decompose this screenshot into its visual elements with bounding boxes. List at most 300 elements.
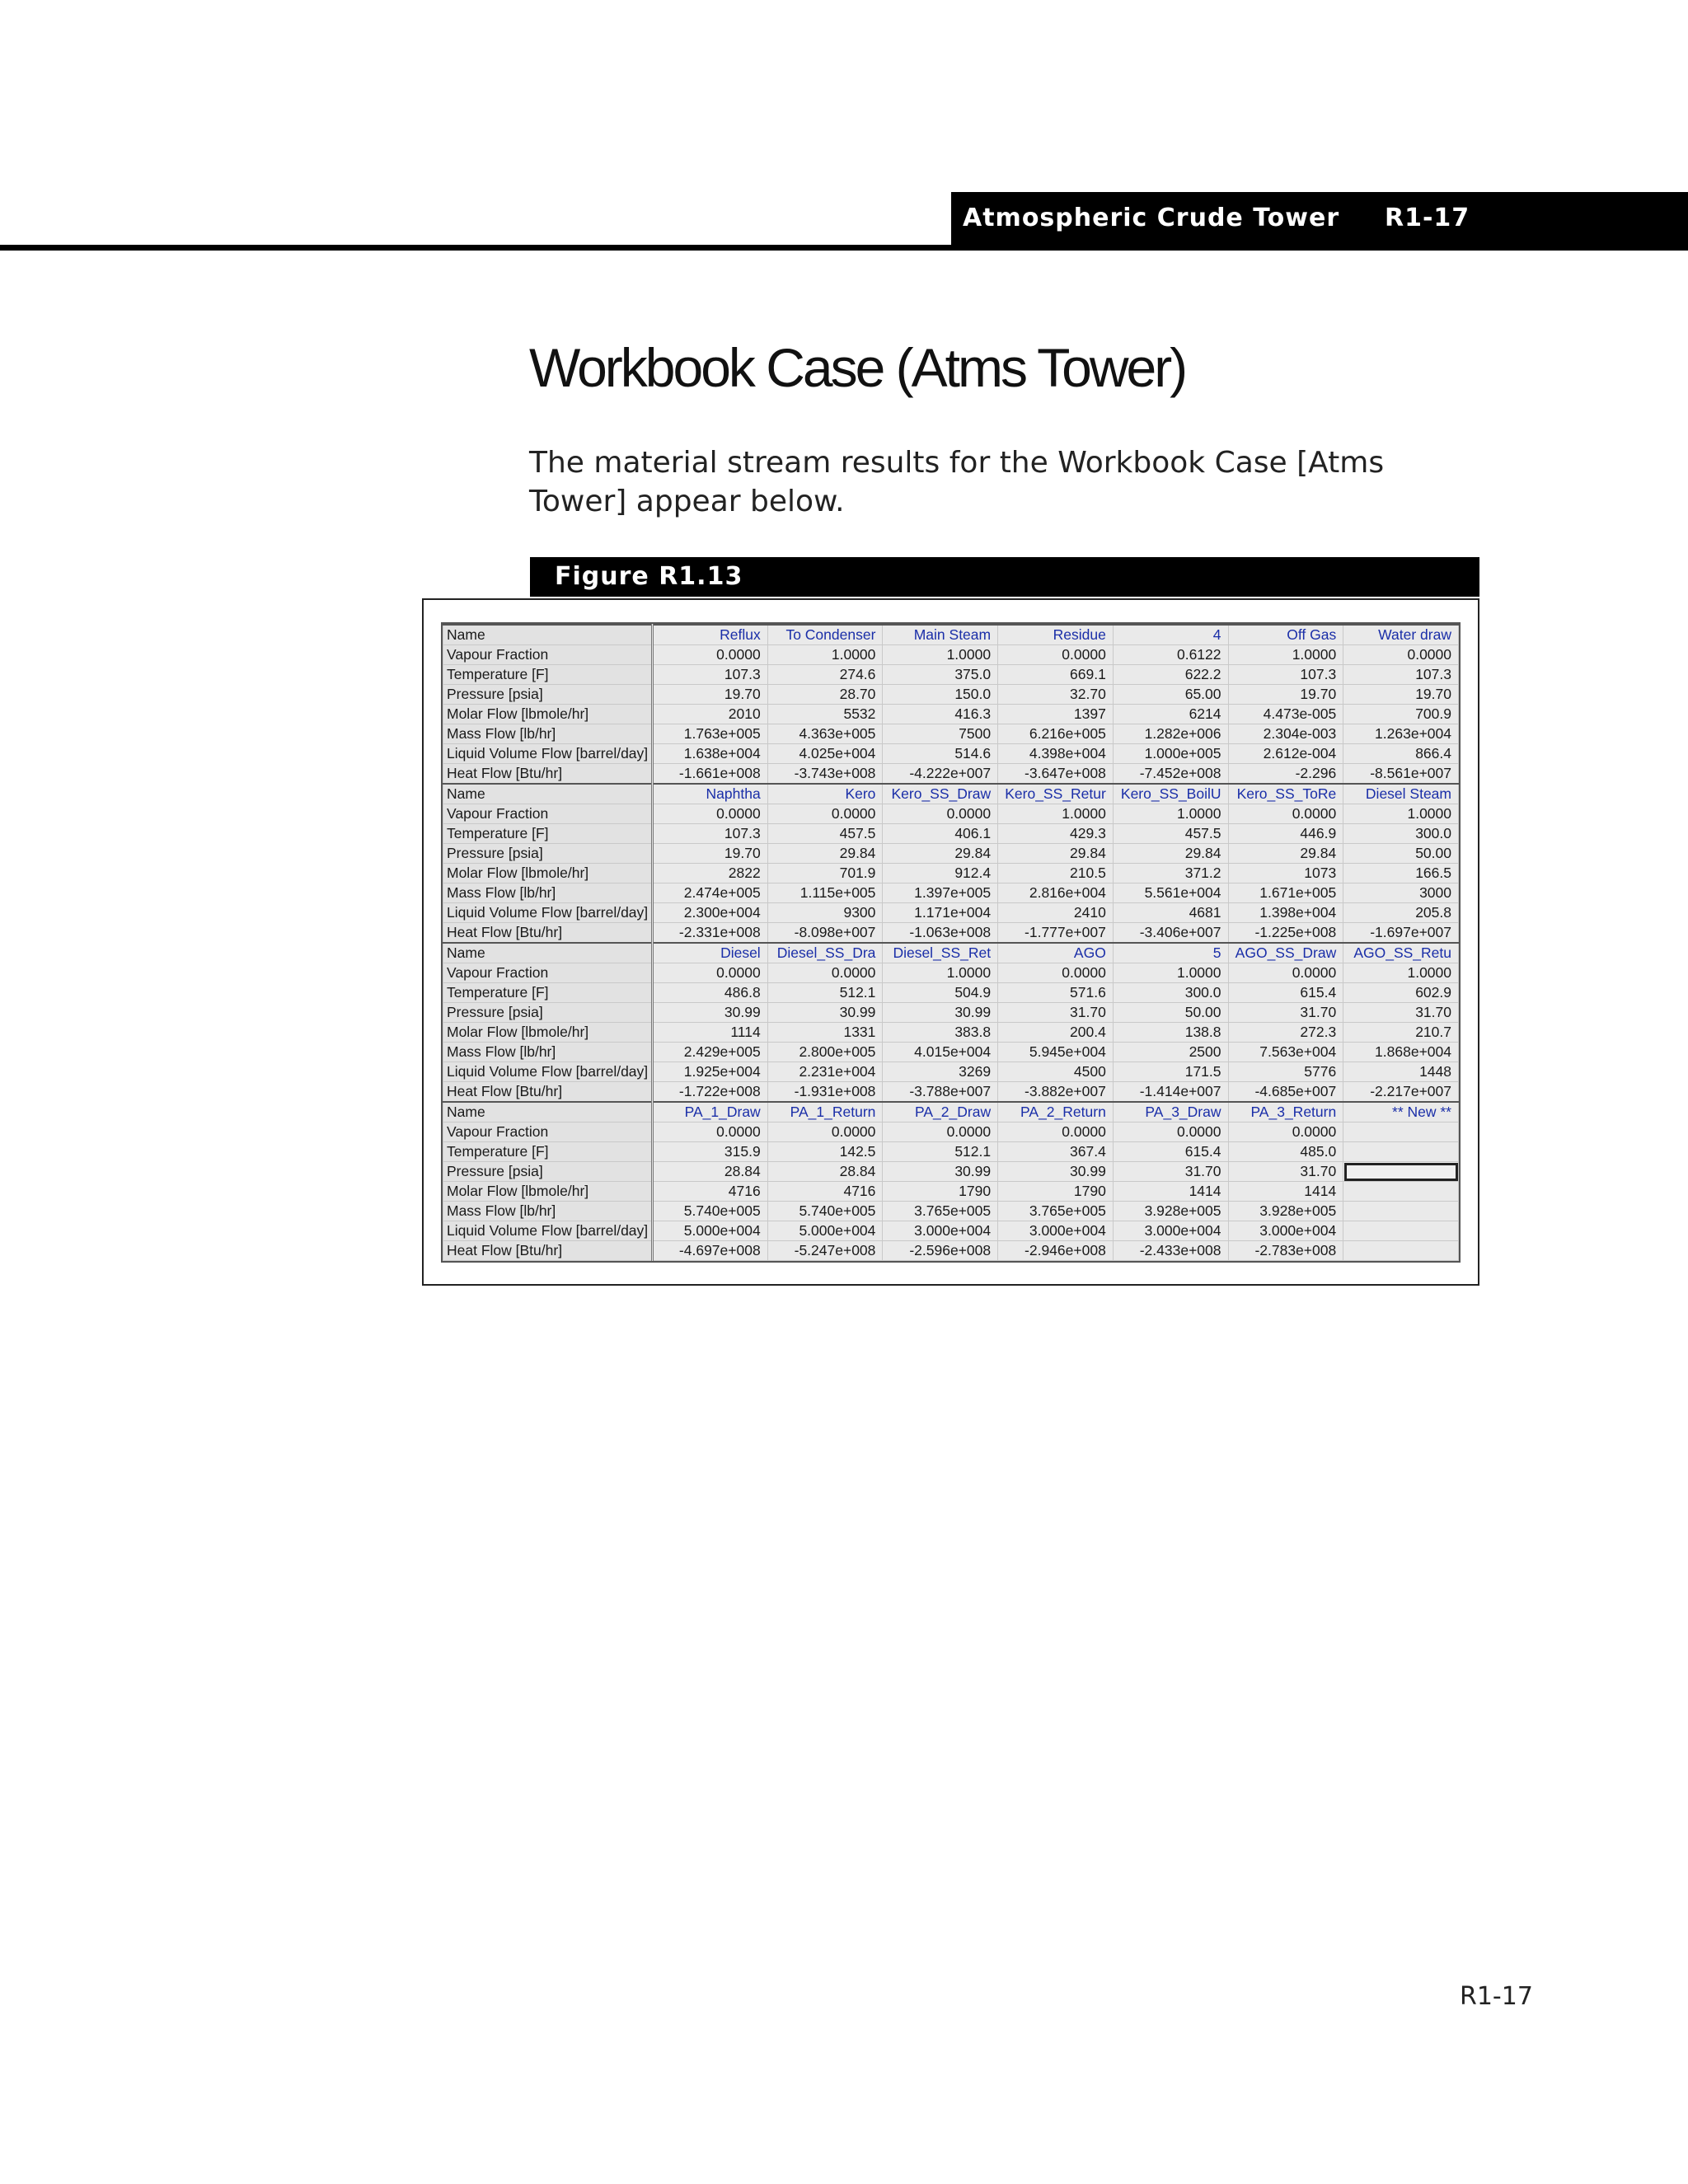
stream-name-cell[interactable]: PA_2_Draw bbox=[883, 1102, 998, 1122]
row-label: Temperature [F] bbox=[443, 983, 653, 1003]
row-label: Name bbox=[443, 784, 653, 804]
value-cell[interactable]: 4500 bbox=[998, 1062, 1114, 1082]
value-cell[interactable]: 701.9 bbox=[767, 864, 883, 883]
value-cell[interactable]: 4716 bbox=[653, 1182, 768, 1202]
value-cell[interactable]: 19.70 bbox=[653, 685, 768, 705]
value-cell[interactable]: 1.0000 bbox=[767, 645, 883, 665]
value-cell[interactable] bbox=[1343, 1162, 1459, 1182]
footer-page-number: R1-17 bbox=[1460, 1982, 1533, 2011]
row-label: Temperature [F] bbox=[443, 665, 653, 685]
row-label: Heat Flow [Btu/hr] bbox=[443, 764, 653, 785]
value-cell[interactable]: -1.697e+007 bbox=[1343, 923, 1459, 944]
value-cell[interactable]: -3.647e+008 bbox=[998, 764, 1114, 785]
table-row bbox=[443, 764, 1459, 785]
value-cell[interactable]: 138.8 bbox=[1113, 1023, 1228, 1043]
value-cell[interactable]: 457.5 bbox=[767, 824, 883, 844]
value-cell[interactable]: 0.0000 bbox=[883, 1122, 998, 1142]
value-cell[interactable]: 1331 bbox=[767, 1023, 883, 1043]
row-label: Molar Flow [lbmole/hr] bbox=[443, 1182, 653, 1202]
row-label: Pressure [psia] bbox=[443, 1003, 653, 1023]
value-cell[interactable]: -3.882e+007 bbox=[998, 1082, 1114, 1103]
value-cell[interactable]: 30.99 bbox=[767, 1003, 883, 1023]
row-label: Heat Flow [Btu/hr] bbox=[443, 1082, 653, 1103]
value-cell[interactable]: 512.1 bbox=[767, 983, 883, 1003]
row-label: Liquid Volume Flow [barrel/day] bbox=[443, 1221, 653, 1241]
value-cell[interactable]: 29.84 bbox=[998, 844, 1114, 864]
value-cell[interactable]: 0.0000 bbox=[1113, 1122, 1228, 1142]
table-row bbox=[443, 685, 1459, 705]
table-row bbox=[443, 784, 1459, 804]
table-row bbox=[443, 1102, 1459, 1122]
table-row bbox=[443, 645, 1459, 665]
value-cell[interactable]: 28.84 bbox=[653, 1162, 768, 1182]
row-label: Liquid Volume Flow [barrel/day] bbox=[443, 903, 653, 923]
stream-name-cell[interactable]: Diesel_SS_Dra bbox=[767, 943, 883, 963]
table-row bbox=[443, 943, 1459, 963]
value-cell[interactable]: 1114 bbox=[653, 1023, 768, 1043]
value-cell[interactable]: 5.945e+004 bbox=[998, 1043, 1114, 1062]
value-cell[interactable]: 30.99 bbox=[653, 1003, 768, 1023]
value-cell[interactable] bbox=[1343, 1202, 1459, 1221]
value-cell[interactable]: 200.4 bbox=[998, 1023, 1114, 1043]
value-cell[interactable]: 50.00 bbox=[1113, 1003, 1228, 1023]
value-cell[interactable]: 0.0000 bbox=[998, 645, 1114, 665]
value-cell[interactable] bbox=[1343, 1142, 1459, 1162]
table-row bbox=[443, 1122, 1459, 1142]
value-cell[interactable]: -2.433e+008 bbox=[1113, 1241, 1228, 1261]
row-label: Pressure [psia] bbox=[443, 685, 653, 705]
stream-name-cell[interactable]: Water draw bbox=[1343, 625, 1459, 645]
table-row bbox=[443, 883, 1459, 903]
stream-name-cell[interactable]: PA_1_Return bbox=[767, 1102, 883, 1122]
value-cell[interactable]: 2822 bbox=[653, 864, 768, 883]
value-cell[interactable]: 32.70 bbox=[998, 685, 1114, 705]
value-cell[interactable]: 0.0000 bbox=[767, 804, 883, 824]
value-cell[interactable]: 3269 bbox=[883, 1062, 998, 1082]
row-label: Mass Flow [lb/hr] bbox=[443, 1043, 653, 1062]
value-cell[interactable]: 50.00 bbox=[1343, 844, 1459, 864]
value-cell[interactable]: 1.398e+004 bbox=[1228, 903, 1343, 923]
value-cell[interactable]: 406.1 bbox=[883, 824, 998, 844]
value-cell[interactable]: 1.115e+005 bbox=[767, 883, 883, 903]
value-cell[interactable]: 3.928e+005 bbox=[1113, 1202, 1228, 1221]
table-row bbox=[443, 705, 1459, 724]
table-row bbox=[443, 1221, 1459, 1241]
value-cell[interactable]: 1.0000 bbox=[1343, 963, 1459, 983]
value-cell[interactable]: 2.816e+004 bbox=[998, 883, 1114, 903]
figure-label-text: Figure R1.13 bbox=[555, 562, 743, 591]
table-row bbox=[443, 1062, 1459, 1082]
value-cell[interactable]: 210.7 bbox=[1343, 1023, 1459, 1043]
value-cell[interactable]: 1.763e+005 bbox=[653, 724, 768, 744]
value-cell[interactable]: 446.9 bbox=[1228, 824, 1343, 844]
row-label: Pressure [psia] bbox=[443, 1162, 653, 1182]
value-cell[interactable]: 0.0000 bbox=[653, 963, 768, 983]
table-row bbox=[443, 844, 1459, 864]
value-cell[interactable]: 0.0000 bbox=[653, 1122, 768, 1142]
value-cell[interactable]: 2.304e-003 bbox=[1228, 724, 1343, 744]
value-cell[interactable]: 31.70 bbox=[1113, 1162, 1228, 1182]
table-row bbox=[443, 1043, 1459, 1062]
value-cell[interactable]: 2.429e+005 bbox=[653, 1043, 768, 1062]
figure-label bbox=[530, 557, 1479, 597]
value-cell[interactable]: -4.697e+008 bbox=[653, 1241, 768, 1261]
value-cell[interactable]: -1.414e+007 bbox=[1113, 1082, 1228, 1103]
value-cell[interactable]: 2500 bbox=[1113, 1043, 1228, 1062]
table-row bbox=[443, 1241, 1459, 1261]
value-cell[interactable]: 0.0000 bbox=[653, 804, 768, 824]
value-cell[interactable]: 150.0 bbox=[883, 685, 998, 705]
value-cell[interactable]: 4.025e+004 bbox=[767, 744, 883, 764]
value-cell[interactable]: 31.70 bbox=[998, 1003, 1114, 1023]
value-cell[interactable]: 107.3 bbox=[653, 824, 768, 844]
value-cell[interactable]: 6214 bbox=[1113, 705, 1228, 724]
value-cell[interactable]: 3.000e+004 bbox=[883, 1221, 998, 1241]
value-cell[interactable]: 29.84 bbox=[883, 844, 998, 864]
stream-name-cell[interactable]: Off Gas bbox=[1228, 625, 1343, 645]
value-cell[interactable]: 3000 bbox=[1343, 883, 1459, 903]
stream-name-cell[interactable]: Diesel Steam bbox=[1343, 784, 1459, 804]
value-cell[interactable]: 4.015e+004 bbox=[883, 1043, 998, 1062]
value-cell[interactable]: 166.5 bbox=[1343, 864, 1459, 883]
value-cell[interactable]: 29.84 bbox=[1113, 844, 1228, 864]
value-cell[interactable]: 375.0 bbox=[883, 665, 998, 685]
value-cell[interactable]: 1.0000 bbox=[1343, 804, 1459, 824]
value-cell[interactable]: 107.3 bbox=[653, 665, 768, 685]
value-cell[interactable]: 383.8 bbox=[883, 1023, 998, 1043]
value-cell[interactable]: 602.9 bbox=[1343, 983, 1459, 1003]
value-cell[interactable]: 272.3 bbox=[1228, 1023, 1343, 1043]
value-cell[interactable] bbox=[1343, 1241, 1459, 1261]
value-cell[interactable]: 1790 bbox=[883, 1182, 998, 1202]
value-cell[interactable]: 1.263e+004 bbox=[1343, 724, 1459, 744]
value-cell[interactable]: 31.70 bbox=[1228, 1162, 1343, 1182]
value-cell[interactable]: 2.300e+004 bbox=[653, 903, 768, 923]
stream-name-cell[interactable]: PA_3_Return bbox=[1228, 1102, 1343, 1122]
value-cell[interactable]: 28.84 bbox=[767, 1162, 883, 1182]
value-cell[interactable]: -5.247e+008 bbox=[767, 1241, 883, 1261]
value-cell[interactable]: 0.0000 bbox=[998, 1122, 1114, 1142]
value-cell[interactable]: 30.99 bbox=[998, 1162, 1114, 1182]
value-cell[interactable]: 1.000e+005 bbox=[1113, 744, 1228, 764]
value-cell[interactable]: 514.6 bbox=[883, 744, 998, 764]
value-cell[interactable]: 1397 bbox=[998, 705, 1114, 724]
value-cell[interactable]: 30.99 bbox=[883, 1003, 998, 1023]
value-cell[interactable]: 0.0000 bbox=[998, 963, 1114, 983]
value-cell[interactable]: 3.000e+004 bbox=[1113, 1221, 1228, 1241]
row-label: Name bbox=[443, 625, 653, 645]
value-cell[interactable]: 1414 bbox=[1228, 1182, 1343, 1202]
row-label: Vapour Fraction bbox=[443, 645, 653, 665]
row-label: Heat Flow [Btu/hr] bbox=[443, 1241, 653, 1261]
value-cell[interactable]: -3.743e+008 bbox=[767, 764, 883, 785]
stream-name-cell[interactable]: To Condenser bbox=[767, 625, 883, 645]
value-cell[interactable]: 0.0000 bbox=[1228, 1122, 1343, 1142]
value-cell[interactable]: 669.1 bbox=[998, 665, 1114, 685]
value-cell[interactable]: 19.70 bbox=[1343, 685, 1459, 705]
value-cell[interactable]: 367.4 bbox=[998, 1142, 1114, 1162]
value-cell[interactable]: 0.0000 bbox=[767, 1122, 883, 1142]
value-cell[interactable]: -2.596e+008 bbox=[883, 1241, 998, 1261]
figure-frame bbox=[422, 598, 1479, 1286]
value-cell[interactable]: -8.098e+007 bbox=[767, 923, 883, 944]
row-label: Liquid Volume Flow [barrel/day] bbox=[443, 744, 653, 764]
value-cell[interactable]: 615.4 bbox=[1228, 983, 1343, 1003]
stream-name-cell[interactable]: AGO_SS_Draw bbox=[1228, 943, 1343, 963]
row-label: Mass Flow [lb/hr] bbox=[443, 724, 653, 744]
stream-name-cell[interactable]: Diesel_SS_Ret bbox=[883, 943, 998, 963]
value-cell[interactable]: 512.1 bbox=[883, 1142, 998, 1162]
value-cell[interactable]: 29.84 bbox=[767, 844, 883, 864]
value-cell[interactable]: -1.063e+008 bbox=[883, 923, 998, 944]
stream-name-cell[interactable]: PA_2_Return bbox=[998, 1102, 1114, 1122]
row-label: Liquid Volume Flow [barrel/day] bbox=[443, 1062, 653, 1082]
running-header bbox=[951, 192, 1688, 246]
table-row bbox=[443, 963, 1459, 983]
table-row bbox=[443, 724, 1459, 744]
value-cell[interactable]: 1.925e+004 bbox=[653, 1062, 768, 1082]
stream-name-cell[interactable]: Kero bbox=[767, 784, 883, 804]
value-cell[interactable]: 274.6 bbox=[767, 665, 883, 685]
value-cell[interactable]: 31.70 bbox=[1228, 1003, 1343, 1023]
value-cell[interactable]: 5.000e+004 bbox=[653, 1221, 768, 1241]
stream-name-cell[interactable]: AGO bbox=[998, 943, 1114, 963]
value-cell[interactable] bbox=[1343, 1221, 1459, 1241]
stream-name-cell[interactable]: ** New ** bbox=[1343, 1102, 1459, 1122]
row-label: Heat Flow [Btu/hr] bbox=[443, 923, 653, 944]
stream-name-cell[interactable]: Main Steam bbox=[883, 625, 998, 645]
value-cell[interactable]: -3.788e+007 bbox=[883, 1082, 998, 1103]
value-cell[interactable]: 912.4 bbox=[883, 864, 998, 883]
value-cell[interactable]: 7500 bbox=[883, 724, 998, 744]
value-cell[interactable]: 866.4 bbox=[1343, 744, 1459, 764]
table-row bbox=[443, 864, 1459, 883]
value-cell[interactable]: 171.5 bbox=[1113, 1062, 1228, 1082]
value-cell[interactable]: 2.612e-004 bbox=[1228, 744, 1343, 764]
table-row bbox=[443, 824, 1459, 844]
row-label: Mass Flow [lb/hr] bbox=[443, 1202, 653, 1221]
value-cell[interactable]: -2.783e+008 bbox=[1228, 1241, 1343, 1261]
value-cell[interactable]: 4716 bbox=[767, 1182, 883, 1202]
value-cell[interactable]: 1.638e+004 bbox=[653, 744, 768, 764]
table-row bbox=[443, 1023, 1459, 1043]
value-cell[interactable]: 0.0000 bbox=[767, 963, 883, 983]
value-cell[interactable]: 416.3 bbox=[883, 705, 998, 724]
value-cell[interactable] bbox=[1343, 1182, 1459, 1202]
value-cell[interactable]: 700.9 bbox=[1343, 705, 1459, 724]
value-cell[interactable]: 300.0 bbox=[1113, 983, 1228, 1003]
value-cell[interactable]: 5.561e+004 bbox=[1113, 883, 1228, 903]
value-cell[interactable]: 486.8 bbox=[653, 983, 768, 1003]
row-label: Molar Flow [lbmole/hr] bbox=[443, 705, 653, 724]
stream-results-grid bbox=[441, 622, 1461, 1263]
table-row bbox=[443, 665, 1459, 685]
value-cell[interactable]: 2.231e+004 bbox=[767, 1062, 883, 1082]
value-cell[interactable]: 142.5 bbox=[767, 1142, 883, 1162]
header-page-ref: R1-17 bbox=[1385, 204, 1470, 232]
row-label: Vapour Fraction bbox=[443, 804, 653, 824]
table-row bbox=[443, 1182, 1459, 1202]
workbook-table bbox=[443, 624, 1459, 1261]
stream-name-cell[interactable]: Kero_SS_ToRe bbox=[1228, 784, 1343, 804]
row-label: Name bbox=[443, 943, 653, 963]
value-cell[interactable]: 5.740e+005 bbox=[767, 1202, 883, 1221]
value-cell[interactable]: 1.282e+006 bbox=[1113, 724, 1228, 744]
value-cell[interactable]: 1.868e+004 bbox=[1343, 1043, 1459, 1062]
stream-name-cell[interactable]: PA_1_Draw bbox=[653, 1102, 768, 1122]
value-cell[interactable]: 622.2 bbox=[1113, 665, 1228, 685]
stream-name-cell[interactable]: Diesel bbox=[653, 943, 768, 963]
value-cell[interactable]: 485.0 bbox=[1228, 1142, 1343, 1162]
value-cell[interactable]: 0.0000 bbox=[653, 645, 768, 665]
table-row bbox=[443, 903, 1459, 923]
table-row bbox=[443, 1202, 1459, 1221]
value-cell[interactable]: 3.928e+005 bbox=[1228, 1202, 1343, 1221]
row-label: Temperature [F] bbox=[443, 824, 653, 844]
stream-name-cell[interactable]: Naphtha bbox=[653, 784, 768, 804]
stream-name-cell[interactable]: Reflux bbox=[653, 625, 768, 645]
value-cell[interactable]: -1.777e+007 bbox=[998, 923, 1114, 944]
value-cell[interactable]: 1.0000 bbox=[1228, 645, 1343, 665]
value-cell[interactable]: 4681 bbox=[1113, 903, 1228, 923]
value-cell[interactable]: 1.397e+005 bbox=[883, 883, 998, 903]
value-cell[interactable]: 3.000e+004 bbox=[998, 1221, 1114, 1241]
value-cell[interactable]: -2.946e+008 bbox=[998, 1241, 1114, 1261]
value-cell[interactable]: 29.84 bbox=[1228, 844, 1343, 864]
value-cell[interactable]: 0.0000 bbox=[883, 804, 998, 824]
value-cell[interactable]: 19.70 bbox=[653, 844, 768, 864]
value-cell[interactable]: 28.70 bbox=[767, 685, 883, 705]
row-label: Molar Flow [lbmole/hr] bbox=[443, 864, 653, 883]
value-cell[interactable]: 1073 bbox=[1228, 864, 1343, 883]
row-label: Vapour Fraction bbox=[443, 963, 653, 983]
value-cell[interactable]: -1.722e+008 bbox=[653, 1082, 768, 1103]
value-cell[interactable]: 65.00 bbox=[1113, 685, 1228, 705]
value-cell[interactable]: 19.70 bbox=[1228, 685, 1343, 705]
value-cell[interactable]: -2.217e+007 bbox=[1343, 1082, 1459, 1103]
value-cell[interactable]: 107.3 bbox=[1228, 665, 1343, 685]
value-cell[interactable]: 5.740e+005 bbox=[653, 1202, 768, 1221]
row-label: Mass Flow [lb/hr] bbox=[443, 883, 653, 903]
value-cell[interactable]: 0.0000 bbox=[1228, 804, 1343, 824]
header-title: Atmospheric Crude Tower bbox=[963, 204, 1340, 232]
value-cell[interactable]: 0.0000 bbox=[1228, 963, 1343, 983]
value-cell[interactable]: 2.474e+005 bbox=[653, 883, 768, 903]
stream-name-cell[interactable]: 5 bbox=[1113, 943, 1228, 963]
value-cell[interactable]: -1.225e+008 bbox=[1228, 923, 1343, 944]
value-cell[interactable]: 107.3 bbox=[1343, 665, 1459, 685]
value-cell[interactable]: 1.0000 bbox=[998, 804, 1114, 824]
table-row bbox=[443, 625, 1459, 645]
stream-name-cell[interactable]: PA_3_Draw bbox=[1113, 1102, 1228, 1122]
table-row bbox=[443, 1082, 1459, 1103]
value-cell[interactable]: 1.171e+004 bbox=[883, 903, 998, 923]
stream-name-cell[interactable]: Kero_SS_BoilU bbox=[1113, 784, 1228, 804]
value-cell[interactable] bbox=[1343, 1122, 1459, 1142]
value-cell[interactable]: 5532 bbox=[767, 705, 883, 724]
value-cell[interactable]: 2.800e+005 bbox=[767, 1043, 883, 1062]
value-cell[interactable]: 1.0000 bbox=[1113, 804, 1228, 824]
value-cell[interactable]: 2410 bbox=[998, 903, 1114, 923]
value-cell[interactable]: -1.661e+008 bbox=[653, 764, 768, 785]
value-cell[interactable]: 371.2 bbox=[1113, 864, 1228, 883]
value-cell[interactable]: 3.765e+005 bbox=[883, 1202, 998, 1221]
value-cell[interactable]: 457.5 bbox=[1113, 824, 1228, 844]
value-cell[interactable]: 210.5 bbox=[998, 864, 1114, 883]
row-label: Name bbox=[443, 1102, 653, 1122]
value-cell[interactable]: 9300 bbox=[767, 903, 883, 923]
value-cell[interactable]: 429.3 bbox=[998, 824, 1114, 844]
value-cell[interactable]: -8.561e+007 bbox=[1343, 764, 1459, 785]
table-row bbox=[443, 923, 1459, 944]
value-cell[interactable]: 0.6122 bbox=[1113, 645, 1228, 665]
table-row bbox=[443, 1003, 1459, 1023]
value-cell[interactable]: 5776 bbox=[1228, 1062, 1343, 1082]
value-cell[interactable]: -4.685e+007 bbox=[1228, 1082, 1343, 1103]
value-cell[interactable]: 31.70 bbox=[1343, 1003, 1459, 1023]
intro-paragraph: The material stream results for the Workbook Case [Atms Tower] appear below. bbox=[529, 446, 1385, 518]
value-cell[interactable]: 571.6 bbox=[998, 983, 1114, 1003]
value-cell[interactable]: 1.0000 bbox=[1113, 963, 1228, 983]
value-cell[interactable]: -7.452e+008 bbox=[1113, 764, 1228, 785]
table-row bbox=[443, 804, 1459, 824]
value-cell[interactable]: 3.000e+004 bbox=[1228, 1221, 1343, 1241]
value-cell[interactable]: 30.99 bbox=[883, 1162, 998, 1182]
header-rule bbox=[0, 245, 1688, 251]
value-cell[interactable]: 1.671e+005 bbox=[1228, 883, 1343, 903]
value-cell[interactable]: 615.4 bbox=[1113, 1142, 1228, 1162]
value-cell[interactable]: -2.296 bbox=[1228, 764, 1343, 785]
value-cell[interactable]: 315.9 bbox=[653, 1142, 768, 1162]
row-label: Vapour Fraction bbox=[443, 1122, 653, 1142]
value-cell[interactable]: -1.931e+008 bbox=[767, 1082, 883, 1103]
value-cell[interactable]: 1414 bbox=[1113, 1182, 1228, 1202]
row-label: Pressure [psia] bbox=[443, 844, 653, 864]
value-cell[interactable]: 1448 bbox=[1343, 1062, 1459, 1082]
value-cell[interactable]: 205.8 bbox=[1343, 903, 1459, 923]
value-cell[interactable]: 300.0 bbox=[1343, 824, 1459, 844]
value-cell[interactable]: 1.0000 bbox=[883, 963, 998, 983]
row-label: Molar Flow [lbmole/hr] bbox=[443, 1023, 653, 1043]
table-row bbox=[443, 1142, 1459, 1162]
value-cell[interactable]: 4.398e+004 bbox=[998, 744, 1114, 764]
stream-name-cell[interactable]: Kero_SS_Retur bbox=[998, 784, 1114, 804]
value-cell[interactable]: 7.563e+004 bbox=[1228, 1043, 1343, 1062]
table-row bbox=[443, 983, 1459, 1003]
stream-name-cell[interactable]: Residue bbox=[998, 625, 1114, 645]
value-cell[interactable]: 0.0000 bbox=[1343, 645, 1459, 665]
value-cell[interactable]: 3.765e+005 bbox=[998, 1202, 1114, 1221]
table-row bbox=[443, 1162, 1459, 1182]
stream-name-cell[interactable]: 4 bbox=[1113, 625, 1228, 645]
value-cell[interactable]: 1790 bbox=[998, 1182, 1114, 1202]
page-title: Workbook Case (Atms Tower) bbox=[529, 337, 1186, 398]
table-row bbox=[443, 744, 1459, 764]
value-cell[interactable]: 1.0000 bbox=[883, 645, 998, 665]
value-cell[interactable]: 2010 bbox=[653, 705, 768, 724]
value-cell[interactable]: 4.363e+005 bbox=[767, 724, 883, 744]
row-label: Temperature [F] bbox=[443, 1142, 653, 1162]
stream-name-cell[interactable]: Kero_SS_Draw bbox=[883, 784, 998, 804]
value-cell[interactable]: 504.9 bbox=[883, 983, 998, 1003]
value-cell[interactable]: 6.216e+005 bbox=[998, 724, 1114, 744]
value-cell[interactable]: -2.331e+008 bbox=[653, 923, 768, 944]
value-cell[interactable]: -4.222e+007 bbox=[883, 764, 998, 785]
value-cell[interactable]: 5.000e+004 bbox=[767, 1221, 883, 1241]
stream-name-cell[interactable]: AGO_SS_Retu bbox=[1343, 943, 1459, 963]
value-cell[interactable]: 4.473e-005 bbox=[1228, 705, 1343, 724]
value-cell[interactable]: -3.406e+007 bbox=[1113, 923, 1228, 944]
